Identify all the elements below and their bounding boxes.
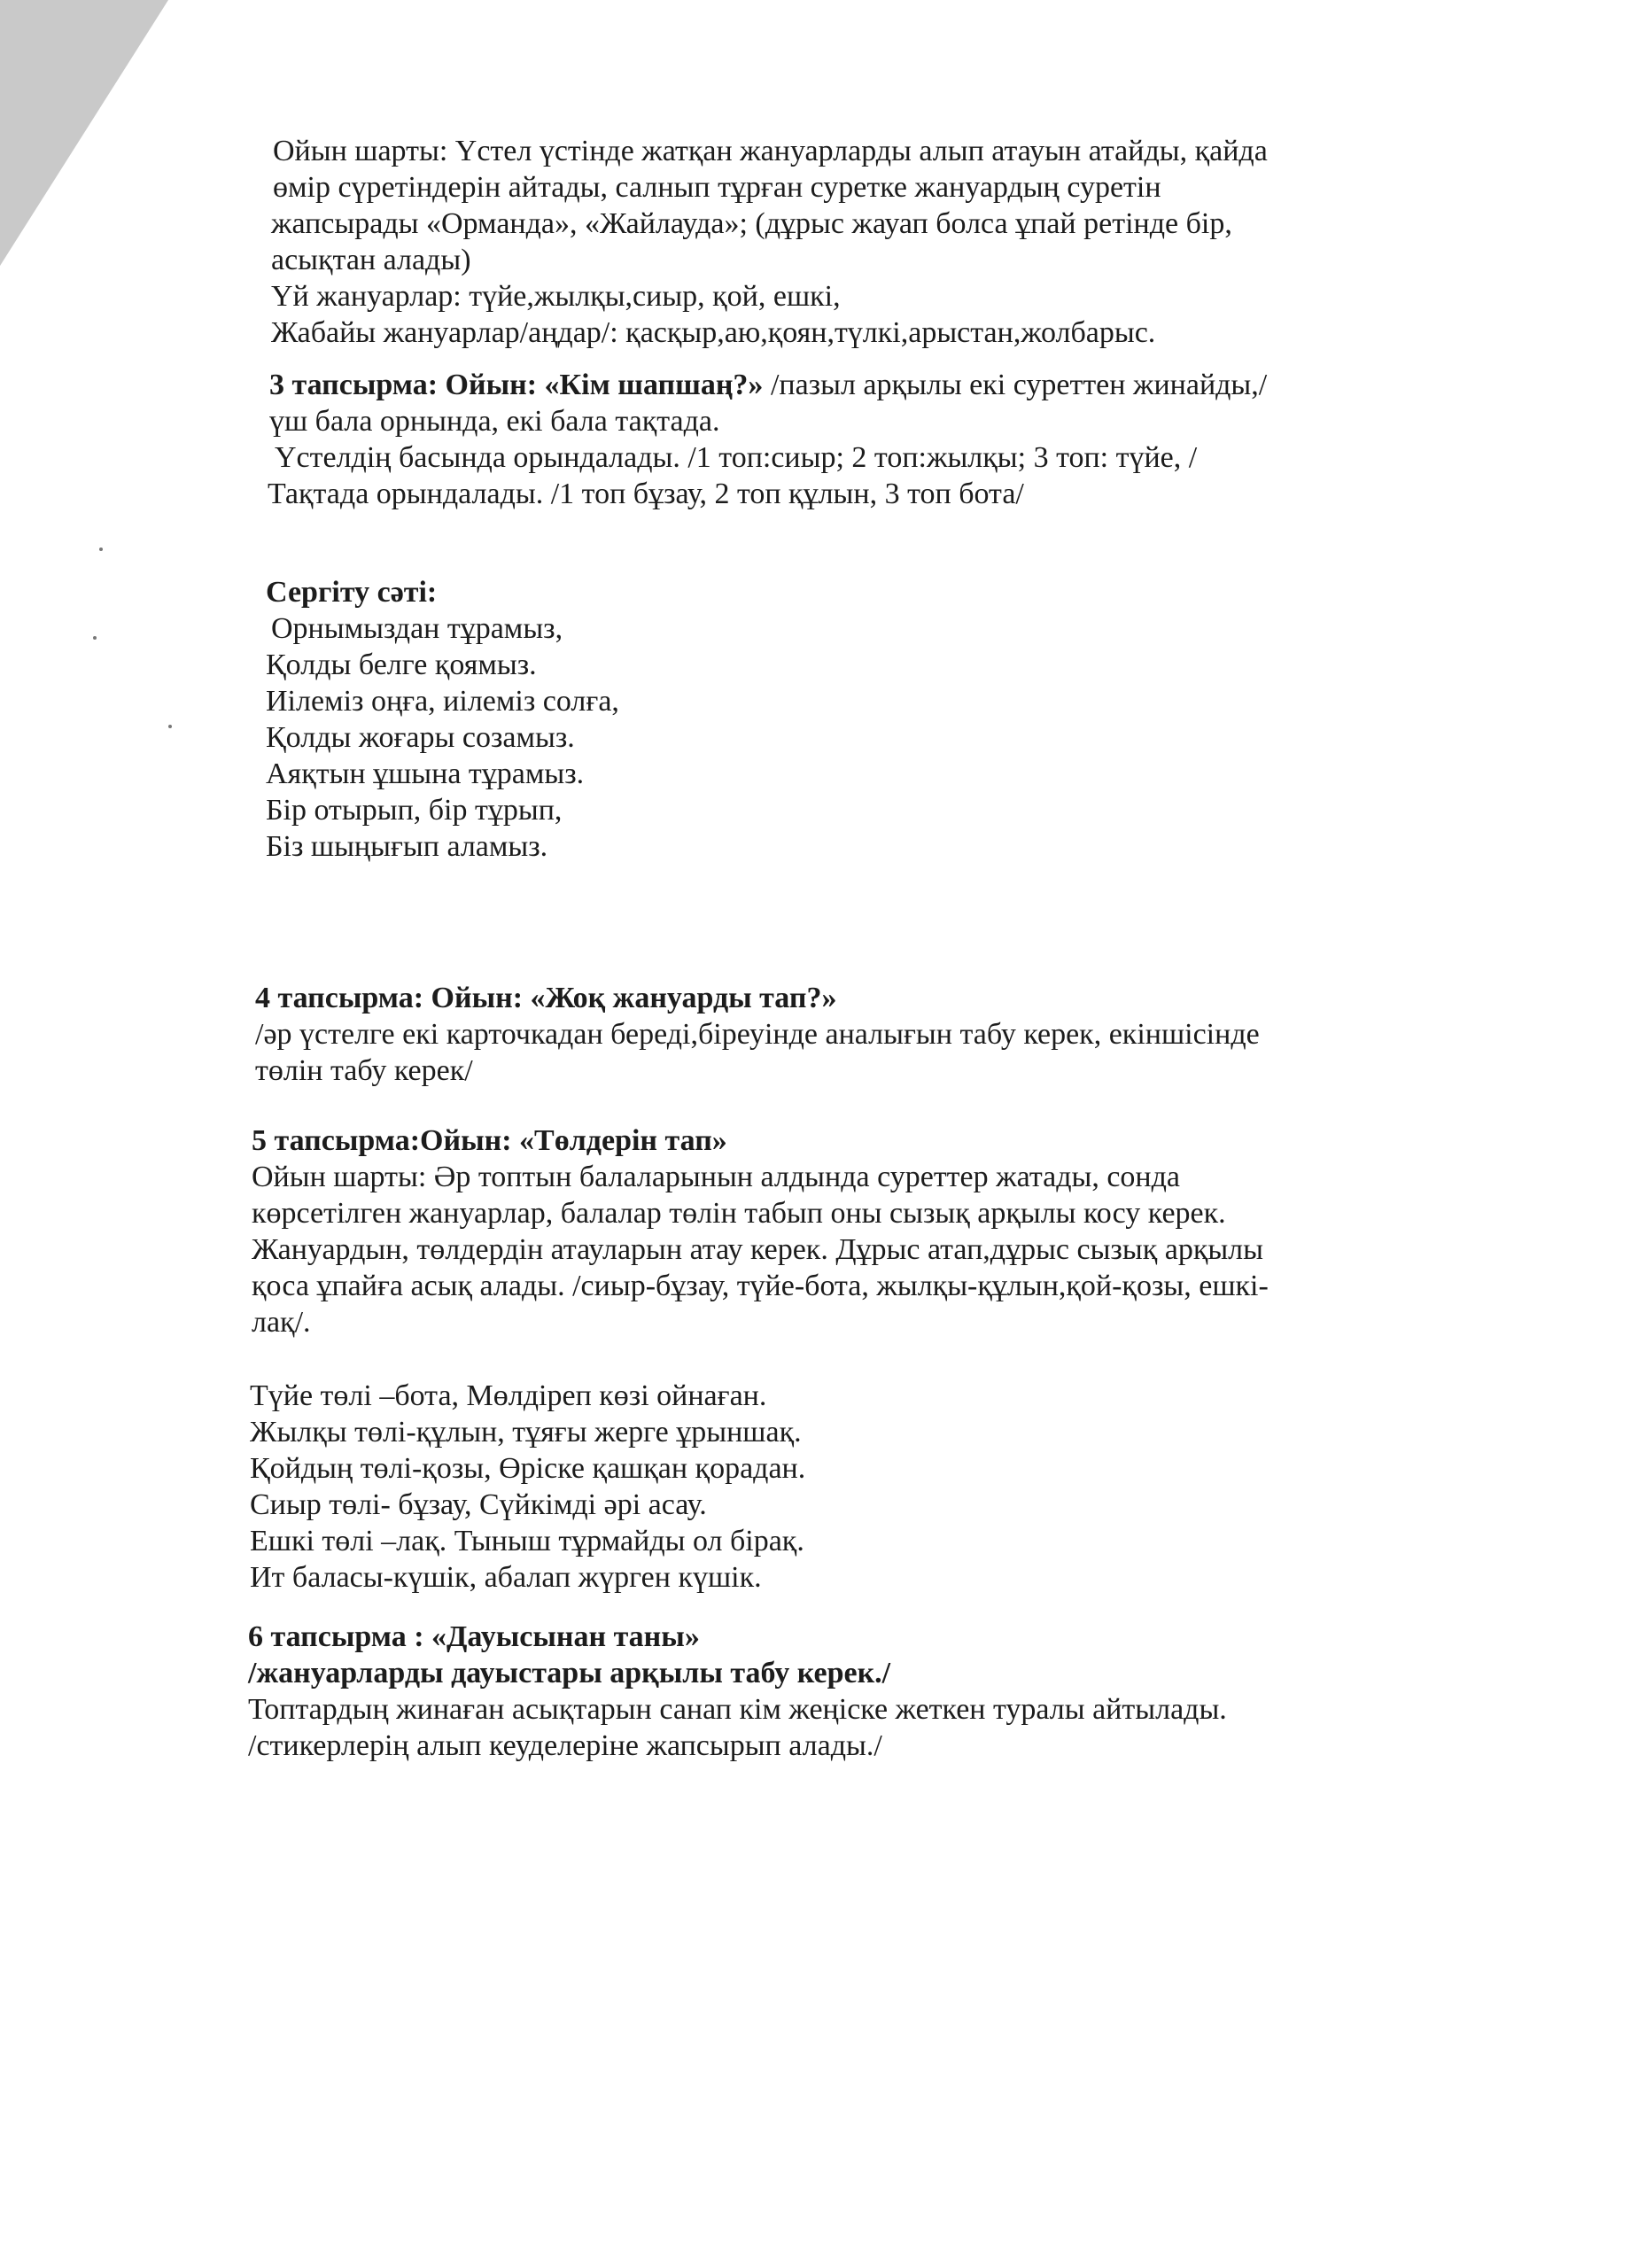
task-3-title: 3 тапсырма: Ойын: «Кім шапшаң?» [269,369,764,401]
poem-line: Иілеміз оңға, иілеміз солға, [266,685,619,718]
text-line: төлін табу керек/ [255,1054,473,1087]
text-line: асықтан алады) [271,244,471,276]
text-line: Үстелдің басында орындалады. /1 топ:сиыр; 2 топ:жылқы; 3 топ: түйе, / [275,441,1198,474]
task-6-subheading: /жануарларды дауыстары арқылы табу керек./ [248,1657,891,1689]
scan-speck [99,548,103,551]
poem-line: Бір отырып, бір тұрып, [266,794,563,827]
poem-line: Орнымыздан тұрамыз, [271,612,563,645]
text-line: Үй жануарлар: түйе,жылқы,сиыр, қой, ешкі, [271,280,841,313]
text-line: Жабайы жануарлар/аңдар/: қасқыр,аю,қоян,түлкі,арыстан,жолбарыс. [271,316,1156,349]
poem-line: Ешкі төлі –лақ. Тыныш тұрмайды ол бірақ. [250,1525,804,1557]
text-line: Жануардын, төлдердін атауларын атау керек. Дұрыс атап,дұрыс сызық арқылы [252,1233,1263,1266]
text-line: /стикерлерің алып кеуделеріне жапсырып алады./ [248,1729,882,1762]
poem-line: Түйе төлі –бота, Мөлдіреп көзі ойнаған. [250,1379,767,1412]
poem-line: Сиыр төлі- бұзау, Сүйкімді әрі асау. [250,1488,707,1521]
scan-speck [168,725,172,728]
poem-line: Біз шыңығып аламыз. [266,830,548,863]
document-page [248,133,1506,1764]
folded-corner [0,0,168,266]
text-line: жапсырады «Орманда», «Жайлауда»; (дұрыс жауап болса ұпай ретінде бір, [271,207,1232,240]
text-line: Топтардың жинаған асықтарын санап кім жеңіске жеткен туралы айтылады. [248,1693,1227,1726]
text-line: көрсетілген жануарлар, балалар төлін табып оны сызық арқылы косу керек. [252,1197,1226,1230]
poem-line: Қолды белге қоямыз. [266,649,537,681]
text-line: /әр үстелге екі карточкадан береді,біреуінде аналығын табу керек, екіншісінде [255,1018,1260,1051]
text-line: Тақтада орындалады. /1 топ бұзау, 2 топ құлын, 3 топ бота/ [268,478,1024,510]
text-line: лақ/. [252,1306,311,1339]
task-3-heading [269,367,1506,403]
task-5-heading: 5 тапсырма:Ойын: «Төлдерін тап» [252,1124,727,1157]
task-3-note: /пазыл арқылы екі суреттен жинайды,/ [763,369,1268,401]
scan-speck [93,636,97,640]
poem-line: Аяқтын ұшына тұрамыз. [266,757,585,790]
task-6-heading: 6 тапсырма : «Дауысынан таны» [248,1620,700,1653]
poem-line: Жылқы төлі-құлын, тұяғы жерге ұрыншақ. [250,1416,802,1449]
text-line: өмір сүретіндерін айтады, салнып тұрған суретке жануардың суретін [273,171,1161,204]
sergitu-heading: Сергіту сәті: [266,576,438,609]
text-line: қоса ұпайға асық алады. /сиыр-бұзау, түйе-бота, жылқы-құлын,қой-қозы, ешкі- [252,1270,1269,1302]
text-line: Ойын шарты: Үстел үстінде жатқан жануарларды алып атауын атайды, қайда [273,135,1268,167]
poem-line: Қойдың төлі-қозы, Өріске қашқан қорадан. [250,1452,806,1485]
text-line: Ойын шарты: Әр топтын балаларынын алдында суреттер жатады, сонда [252,1161,1181,1193]
task-4-heading: 4 тапсырма: Ойын: «Жоқ жануарды тап?» [255,982,837,1014]
poem-line: Қолды жоғары созамыз. [266,721,575,754]
text-line: үш бала орнында, екі бала тақтада. [269,405,720,438]
poem-line: Ит баласы-күшік, абалап жүрген күшік. [250,1561,762,1594]
